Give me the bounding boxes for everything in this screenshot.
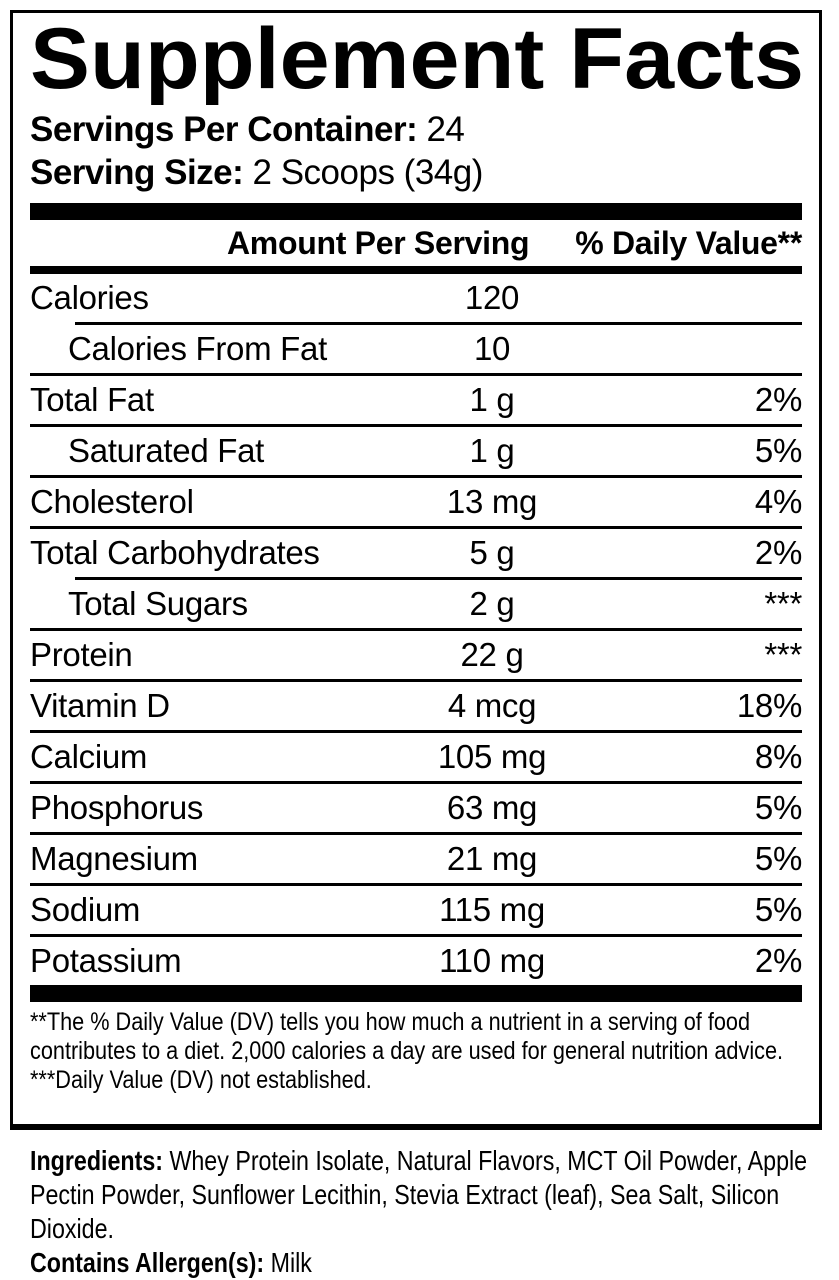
table-row-total-carbohydrates (30, 529, 802, 577)
nutrient-name: Total Fat (30, 381, 154, 418)
table-row-calories-from-fat (30, 325, 802, 373)
nutrient-name: Total Carbohydrates (30, 534, 320, 571)
table-row-calories (30, 274, 802, 322)
table-row-sodium (30, 886, 802, 934)
table-row-saturated-fat (30, 427, 802, 475)
table-row-phosphorus (30, 784, 802, 832)
ingredients-label: Ingredients: (30, 1145, 163, 1176)
servings-per-container (30, 109, 802, 151)
nutrient-name: Calories From Fat (68, 330, 327, 367)
nutrient-daily-value: 18% (736, 687, 802, 724)
table-row-protein (30, 631, 802, 679)
nutrient-daily-value: 5% (754, 840, 802, 877)
table-row-cholesterol (30, 478, 802, 526)
nutrient-amount: 4 mcg (447, 687, 537, 724)
nutrient-daily-value: 2% (754, 942, 802, 979)
serving-size-label: Serving Size: (30, 153, 244, 192)
nutrient-daily-value: 2% (754, 381, 802, 418)
footnotes (30, 1008, 810, 1095)
header-underline-bar (30, 266, 802, 274)
nutrient-name: Phosphorus (30, 789, 204, 826)
nutrient-amount: 13 mg (446, 483, 538, 520)
panel-title (30, 23, 808, 105)
daily-value-footnote: **The % Daily Value (DV) tells you how much a nutrient in a serving of food contributes to a diet. 2,000 calories a day are used for general nutrition advice. (30, 1008, 784, 1065)
nutrient-name: Protein (30, 636, 133, 673)
ingredients-text: Whey Protein Isolate, Natural Flavors, MCT Oil Powder, Apple Pectin Powder, Sunflower Lecithin, Stevia Extract (leaf), Sea Salt, Silicon Dioxide. (30, 1145, 808, 1244)
nutrient-amount: 120 (464, 279, 520, 316)
serving-size-value: 2 Scoops (34g) (243, 153, 483, 192)
ingredients-section (30, 1144, 810, 1280)
nutrient-name: Vitamin D (30, 687, 170, 724)
nutrient-name: Potassium (30, 942, 182, 979)
amount-per-serving-header: Amount Per Serving (227, 224, 530, 261)
nutrient-daily-value: *** (764, 636, 802, 673)
section-bar-top (30, 203, 802, 220)
supplement-facts-panel (10, 10, 822, 1130)
table-row-potassium (30, 937, 802, 985)
nutrient-amount: 1 g (469, 381, 515, 418)
nutrient-amount: 115 mg (439, 891, 545, 928)
nutrient-amount: 22 g (460, 636, 524, 673)
table-row-magnesium (30, 835, 802, 883)
nutrient-daily-value: *** (764, 585, 802, 622)
table-row-total-fat (30, 376, 802, 424)
nutrient-amount: 1 g (469, 432, 515, 469)
table-row-vitamin-d (30, 682, 802, 730)
serving-size (30, 151, 802, 195)
nutrient-daily-value: 2% (754, 534, 802, 571)
allergen-label: Contains Allergen(s): (30, 1247, 265, 1278)
nutrient-amount: 2 g (469, 585, 515, 622)
nutrient-amount: 21 mg (446, 840, 538, 877)
ingredients-line (30, 1144, 810, 1246)
nutrient-name: Calories (30, 279, 149, 316)
allergen-value: Milk (264, 1247, 312, 1278)
section-bar-bottom (30, 985, 802, 1002)
servings-per-container-label: Servings Per Container: (30, 110, 418, 149)
nutrient-amount: 63 mg (446, 789, 538, 826)
table-row-calcium (30, 733, 802, 781)
nutrient-name: Sodium (30, 891, 141, 928)
nutrient-daily-value: 4% (754, 483, 802, 520)
nutrient-name: Magnesium (30, 840, 198, 877)
nutrient-amount: 110 mg (439, 942, 545, 979)
table-row-total-sugars (30, 580, 802, 628)
servings-per-container-value: 24 (417, 110, 465, 149)
nutrient-amount: 10 (473, 330, 511, 367)
nutrient-amount: 105 mg (437, 738, 547, 775)
not-established-footnote: ***Daily Value (DV) not established. (30, 1066, 372, 1094)
nutrient-name: Cholesterol (30, 483, 194, 520)
nutrient-daily-value: 5% (754, 789, 802, 826)
nutrient-amount: 5 g (469, 534, 515, 571)
panel-title-text: Supplement Facts (30, 23, 805, 105)
nutrient-name: Saturated Fat (68, 432, 265, 469)
nutrient-name: Total Sugars (68, 585, 248, 622)
table-header (30, 220, 802, 266)
nutrient-name: Calcium (30, 738, 148, 775)
daily-value-header: % Daily Value** (575, 224, 802, 261)
nutrient-daily-value: 5% (754, 432, 802, 469)
allergen-line (30, 1246, 810, 1280)
nutrient-daily-value: 8% (754, 738, 802, 775)
nutrient-daily-value: 5% (754, 891, 802, 928)
